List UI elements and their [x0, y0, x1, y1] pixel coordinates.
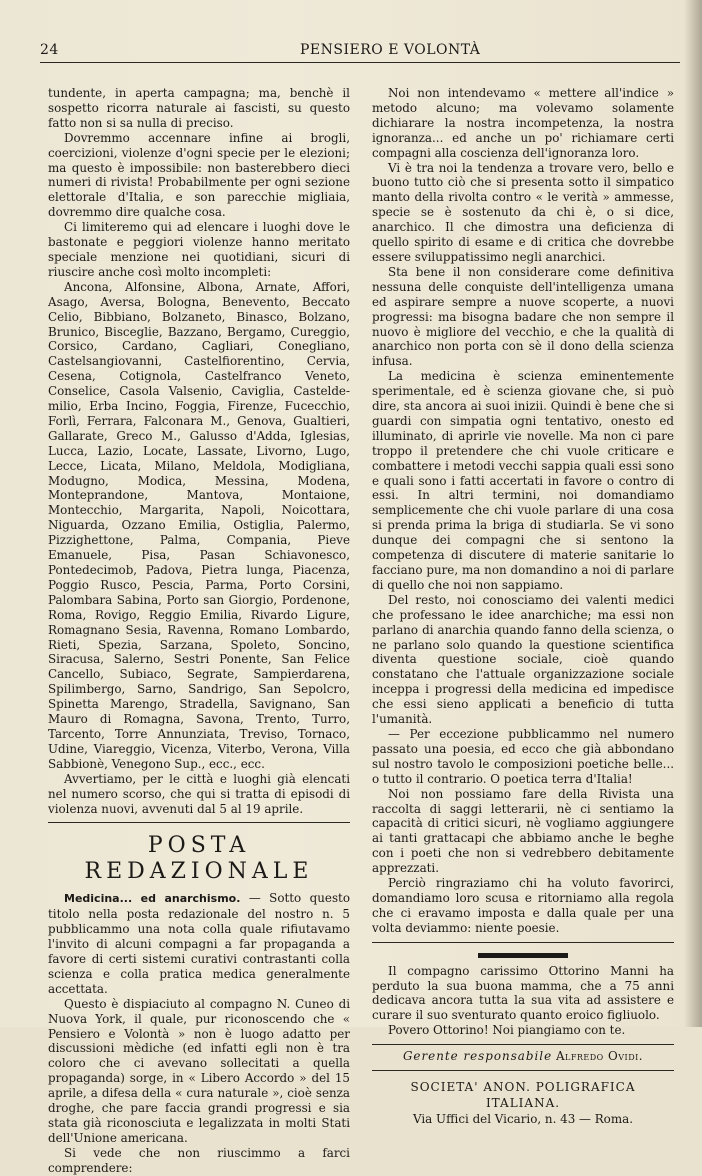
left-column	[48, 86, 350, 1176]
right-column	[372, 86, 674, 1127]
places-list: Ancona, Alfonsine, Albona, Arnate, Affori, Asago, Aversa, Bologna, Benevento, Beccato Celio, Bibbiano, Bolzaneto, Binasco, Bolzano, Brunico, Bisceglie, Bazzano, Bergamo, Cureggio, Corsico, Cardano, Cagliari, Conegliano, Castelsangiovanni, Castelfiorentino, Cervia, Cesena, Cotignola, Castelfranco Veneto, Conselice, Casola Valsenio, Caviglia, Casteldemilio, Erba Incino, Foggia, Firenze, Fucecchio, Forlì, Ferrara, Falconara M., Genova, Gualtieri, Gallarate, Greco M., Galusso d'Adda, Iglesias, Lucca, Lazio, Locate, Lassate, Livorno, Lugo, Lecce, Licata, Milano, Meldola, Modigliana, Modugno, Modica, Messina, Modena, Monteprandone, Mantova, Montaione, Montecchio, Margarita, Napoli, Noicottara, Niguarda, Ozzano Emilia, Ostiglia, Palermo, Pizzighettone, Palma, Compania, Pieve Emanuele, Pisa, Pasan Schiavonesco, Pontedecimob, Padova, Pietra lunga, Piacenza, Poggio Rusco, Pescia, Parma, Porto Corsini, Palombara Sabina, Porto san Giorgio, Pordenone, Roma, Rovigo, Reggio Emilia, Rivardo Ligure, Romagnano Sesia, Ravenna, Romano Lombardo, Rieti, Spezia, Sarzana, Spoleto, Soncino, Siracusa, Salerno, Sestri Ponente, San Felice Cancello, Subiaco, Segrate, Sampierdarena, Spilimbergo, Sarno, Sandrigo, San Sepolcro, Spinetta Marengo, Stradella, Savignano, San Mauro di Romagna, Savona, Trento, Turro, Tarcento, Torre Annunziata, Treviso, Tornaco, Udine, Viareggio, Vicenza, Viterbo, Verona, Villa Sabbionè, Venegono Sup., ecc., ecc.	[48, 279, 350, 771]
article-paragraph: Perciò ringraziamo chi ha voluto favorirci, domandiamo loro scusa e ritorniamo alla regola che ci eravamo imposta e dalla quale per una volta deviammo: niente poesie.	[372, 876, 674, 935]
article-paragraph: tundente, in aperta campagna; ma, benchè il sospetto ricorra naturale ai fascisti, su questo fatto non si sa nulla di preciso.	[48, 86, 350, 130]
notice-paragraph: Il compagno carissimo Ottorino Manni ha perduto la sua buona mamma, che a 75 anni dedicava ancora tutta la sua vita ad assistere e curare il suo sventurato quanto eroico figliuolo.	[372, 963, 674, 1023]
page-header	[40, 40, 680, 63]
posta-paragraph: Questo è dispiaciuto al compagno N. Cuneo di Nuova York, il quale, pur riconoscendo che « Pensiero e Volontà » non è luogo adatto per discussioni mèdiche (ed infatti egli non è tra coloro che ci avevano sollecitati a quella propaganda) sorge, in « Libero Accordo » del 15 aprile, a difesa della « cura naturale », cioè senza droghe, che pare faccia grandi progressi e sia stata già riconosciuta e legalizzata in molti Stati dell'Unione americana.	[48, 996, 350, 1145]
printer-address: Via Uffici del Vicario, n. 43 — Roma.	[413, 1112, 633, 1127]
article-paragraph: Avvertiamo, per le città e luoghi già elencati nel numero scorso, che qui si tratta di episodi di violenza nuovi, avvenuti dal 5 al 19 aprile.	[48, 771, 350, 816]
notice-paragraph: Povero Ottorino! Noi piangiamo con te.	[388, 1023, 626, 1038]
article-paragraph: Ci limiteremo qui ad elencare i luoghi dove le bastonate e peggiori violenze hanno meritato speciale menzione nei quotidiani, sicuri di riuscire anche così molto incompleti:	[48, 220, 350, 279]
posta-text: — Sotto questo titolo nella posta redazionale del nostro n. 5 pubblicammo una nota colla quale rifiutavamo l'invito di alcuni compagni a far propaganda a favore di certi sistemi curativi contrastanti colla scienza e colla pratica medica generalmente accettata.	[48, 891, 350, 996]
page-edge-shadow	[684, 0, 702, 1027]
manager-label: Gerente responsabile	[402, 1049, 553, 1064]
article-paragraph: Sta bene il non considerare come definitiva nessuna delle conquiste dell'intelligenza umana ed aspirare sempre a nuove scoperte, a nuovi progressi: ma bisogna badare che non sempre il nuovo è migliore del vecchio, e che la qualità di anarchico non porta con sè il dono della scienza infusa.	[372, 264, 674, 369]
page-number: 24	[40, 42, 59, 58]
section-divider	[48, 822, 350, 823]
posta-lead: Medicina... ed anarchismo.	[64, 892, 241, 906]
article-paragraph: Noi non intendevamo « mettere all'indice » metodo alcuno; ma volevamo solamente dichiarare la nostra incompetenza, la nostra ignoranza... ed anche un po' richiamare certi compagni alla coscienza dell'ignoranza loro.	[372, 86, 674, 160]
article-paragraph: Noi non possiamo fare della Rivista una raccolta di saggi letterarii, nè ci sentiamo la capacità di critici sicuri, nè vogliamo aggiungere ai tanti grattacapi che abbiamo anche le beghe con i poeti che non si vedrebbero debitamente apprezzati.	[372, 786, 674, 876]
manager-line	[372, 1044, 674, 1064]
running-title: PENSIERO E VOLONTÀ	[300, 42, 481, 58]
section-title: POSTA REDAZIONALE	[84, 833, 314, 885]
article-paragraph: Del resto, noi conosciamo dei valenti medici che professano le idee anarchiche; ma essi non parlano di anarchia quando fanno della scienza, o ne parlano solo quando la questione scientifica diventa questione sociale, cioè quando constatano che l'attuale organizzazione sociale inceppa i progressi della medicina ed impedisce che essi sieno applicati a beneficio di tutta l'umanità.	[372, 592, 674, 727]
posta-paragraph	[48, 891, 350, 996]
manager-name: Alfredo Ovidi.	[555, 1049, 644, 1064]
article-paragraph: — Per eccezione pubblicammo nel numero passato una poesia, ed ecco che già abbondano sul nostro tavolo le composizioni poetiche belle... o tutto il contrario. O poetica terra d'Italia!	[372, 726, 674, 786]
imprint	[372, 1079, 674, 1127]
notice-divider	[372, 942, 674, 943]
article-paragraph: Vi è tra noi la tendenza a trovare vero, bello e buono tutto ciò che si presenta sotto il simpatico manto della rivolta contro « le verità » ammesse, specie se è sostenuto da chi è, o si dice, anarchico. Il che dimostra una deficienza di quello spirito di esame e di critica che dovrebbe essere sviluppatissimo negli anarchici.	[372, 160, 674, 264]
posta-paragraph: Si vede che non riuscimmo a farci comprendere:	[48, 1145, 350, 1175]
printer-company: SOCIETA' ANON. POLIGRAFICA ITALIANA.	[410, 1080, 636, 1111]
imprint-divider	[372, 1070, 674, 1071]
mourning-bar	[478, 953, 568, 958]
article-paragraph: La medicina è scienza eminentemente sperimentale, ed è scienza giovane che, si può dire, sta ancora ai suoi inizii. Quindi è bene che si guardi con simpatia ogni tentativo, onesto ed illuminato, di aprirle vie novelle. Ma non ci pare troppo il pretendere che chi vuole criticare e combattere i metodi vecchi sappia quali essi sono e quali sono i fatti accertati in favore o contro di essi. In altri termini, noi domandiamo semplicemente che chi vuole parlare di una cosa si prenda prima la briga di studiarla. Se vi sono dunque dei compagni che si sentono la competenza di discutere di materie sanitarie lo facciano pure, ma non domandino a noi di parlare di quello che noi non sappiamo.	[372, 369, 674, 592]
article-paragraph: Dovremmo accennare infine ai brogli, coercizioni, violenze d'ogni specie per le elezioni; ma questo è impossibile: non basterebbero dieci numeri di rivista! Probabilmente per ogni sezione elettorale d'Italia, e son parecchie migliaia, dovremmo dire qualche cosa.	[48, 130, 350, 220]
